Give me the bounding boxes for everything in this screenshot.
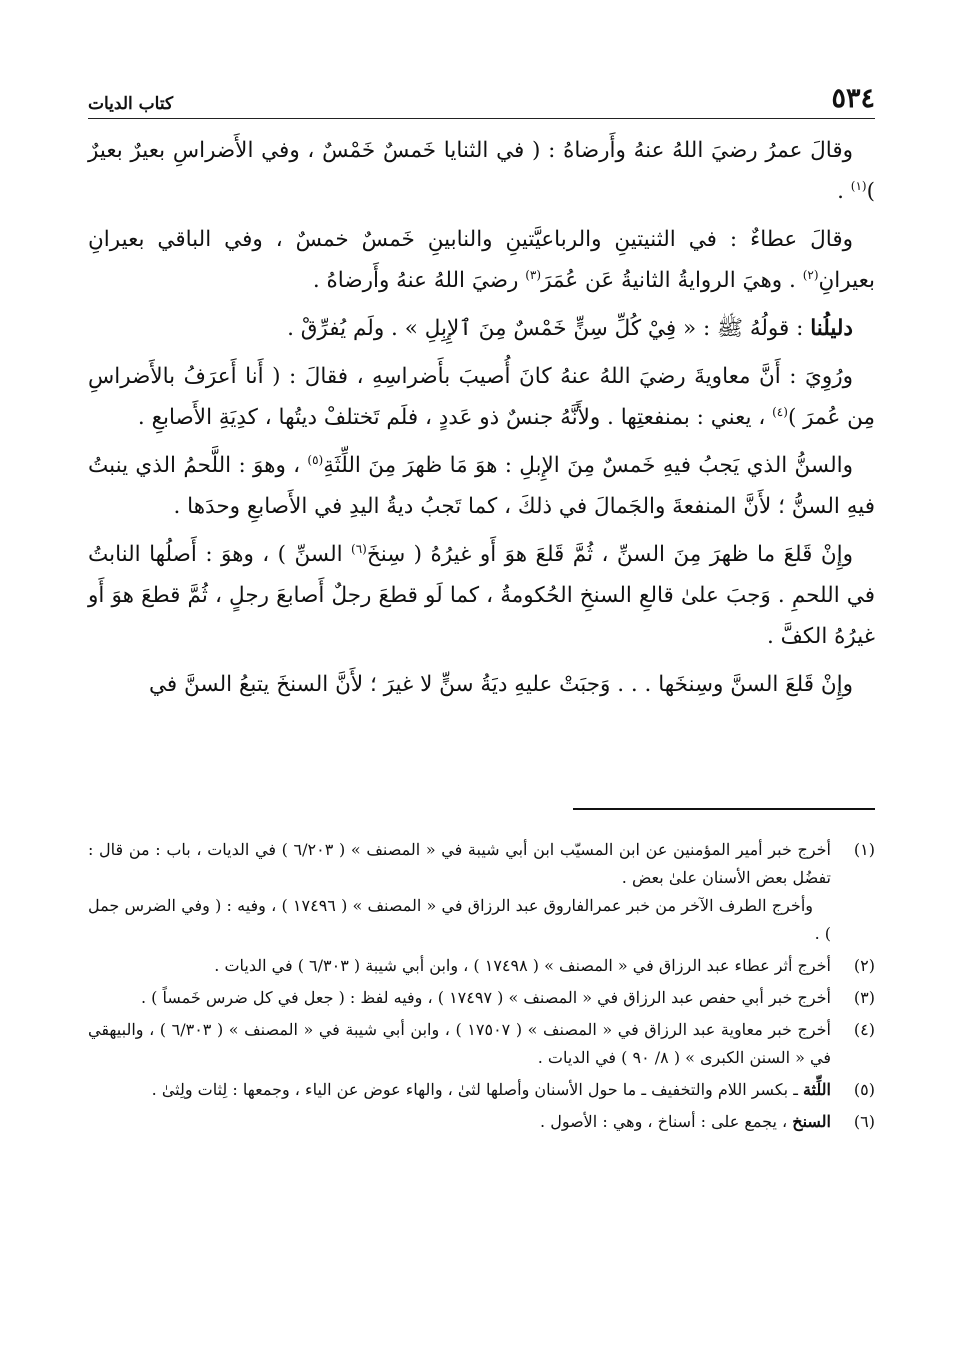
footnote-number: (٥) [853,1080,875,1099]
footnote-item [88,1076,875,1104]
footnote-item [88,952,875,980]
paragraph-text: : قولُهُ ﷺ : « فِيْ كُلِّ سِنٍّ خَمْسٌ مِنَ ٱلإِبِلِ » . ولَم يُفرِّقْ . [287,316,811,341]
footnote-text: ، يجمع على : أسناخ ، وهي : الأصول . [540,1112,793,1131]
footnote-number: (٤) [853,1020,875,1039]
page-number: ٥٣٤ [831,83,875,114]
footnote-text: أخرج خبر معاوية عبد الرزاق في « المصنف » ( ١٧٥٠٧ ) ، وابن أبي شيبة في « المصنف » ( ٦/٣٠٣ ) ، والبيهقي في « السنن الكبرى » ( ٨/ ٩٠ ) في الديات . [88,1020,832,1067]
footnote-term: السنخ [792,1112,831,1131]
footnote-item [88,836,875,948]
paragraph-text: ، وهوَ : اللَّحمُ الذي ينبتُ فيهِ السنُّ ؛ لأَنَّ المنفعةَ والجَمالَ في ذلكَ ، كما تَجبُ ديةُ اليدِ في الأَصابعِ وحدَها . [88,453,875,519]
footnote-body [88,836,831,948]
footnote-text: أخرج خبر أمير المؤمنين عن ابن المسيّب ابن أبي شيبة في « المصنف » ( ٦/٢٠٣ ) في الديات ، باب : من قال : تفضُل بعض الأسنان علىٰ بعض . [88,840,831,887]
header-divider [88,118,875,119]
footnote-body [88,1016,831,1072]
paragraph-text: وإِنْ قَلعَ ما ظهرَ مِنَ السنِّ ، ثُمَّ قَلعَ هوَ أَو غيرُهُ ( سِنخَ [366,542,853,567]
paragraph-text: . [837,179,851,204]
footnote-text: وأخرج الطرف الآخر من خبر عمرالفاروق عبد الرزاق في « المصنف » ( ١٧٤٩٦ ) ، وفيه : ( وفي الضرس جمل ) . [88,896,831,943]
footnote-ref[interactable]: (٢) [802,267,819,282]
paragraph-text: وإِنْ قَلعَ السنَّ وسِنخَها . . . وَجبَتْ عليهِ ديَةُ سنٍّ لا غيرَ ؛ لأَنَّ السنخَ يتبعُ السنَّ في [149,672,853,697]
paragraph-tooth-definition [88,445,875,527]
paragraph-text: ورُوِيَ : أَنَّ معاويةَ رضيَ اللهُ عنهُ كانَ أُصيبَ بأَضراسِهِ ، فقالَ : ( أَنا أَعرَفُ بالأَضراسِ مِن عُمرَ ) [88,364,875,430]
paragraph-umar-statement [88,130,875,212]
paragraph-root-extraction [88,534,875,657]
paragraph-text: والسنُّ الذي يَجبُ فيهِ خَمسٌ مِنَ الإِبلِ : هوَ مَا ظهرَ مِنَ اللِّثَةِ [323,453,853,478]
paragraph-text: وقالَ عمرُ رضيَ اللهُ عنهُ وأَرضاهُ : ( في الثنايا خَمسٌ خَمْسٌ ، وفي الأَضراسِ بعيرٌ بعيرٌ ) [88,138,875,204]
paragraph-tooth-and-root [88,664,875,705]
footnote-ref[interactable]: (٥) [307,452,324,467]
footnote-number: (٢) [853,956,875,975]
footnote-body [88,984,831,1012]
footnote-body [88,1076,831,1104]
footnote-ref[interactable]: (٣) [525,267,542,282]
running-title: كتاب الديات [88,94,174,114]
paragraph-muawiya [88,356,875,438]
footnote-item [88,1016,875,1072]
footnote-number: (٦) [853,1112,875,1131]
page-header [88,74,875,114]
footnote-body [88,1108,831,1136]
paragraph-text: السنِّ ) ، وهوَ : أَصلُها النابتُ في اللحمِ . وَجبَ علىٰ قالعِ السنخِ الحُكومةُ ، كما لَو قطعَ رجلٌ أَصابعَ رجلٍ ، ثُمَّ قطعَ هوَ أَو غيرُهُ الكفَّ . [88,542,875,649]
paragraph-text: . وهيَ الروايةُ الثانيةُ عَن عُمَرَ [541,268,803,293]
footnote-number: (١) [853,840,875,859]
footnote-text: أخرج خبر أبي حفص عبد الرزاق في « المصنف » ( ١٧٤٩٧ ) ، وفيه لفظ : ( جعل في كل ضرس خَمساً ) . [140,988,831,1007]
footnotes [88,836,875,1140]
paragraph-lead: دليلُنا [810,316,853,341]
paragraph-text: وقالَ عطاءٌ : في الثنيتينِ والرباعيَّتينِ والنابينِ خَمسٌ خمسٌ ، وفي الباقي بعيرانِ بعيرانِ [88,227,875,293]
paragraph-text: ، يعني : بمنفعتِها . ولأَنَّهُ جنسٌ ذو عَددٍ ، فلَم تَختلفْ ديتُها ، كدِيَةِ الأَصابعِ . [137,405,773,430]
footnote-item [88,1108,875,1136]
footnote-text: أخرج أثر عطاء عبد الرزاق في « المصنف » ( ١٧٤٩٨ ) ، وابن أبي شيبة ( ٦/٣٠٣ ) في الديات . [214,956,831,975]
footnote-item [88,984,875,1012]
footnote-body [88,952,831,980]
paragraph-ata-statement [88,219,875,301]
footnote-ref[interactable]: (٤) [772,404,788,419]
paragraph-text: رضيَ اللهُ عنهُ وأَرضاهُ . [312,268,526,293]
footnote-divider [573,808,875,810]
footnote-number: (٣) [853,988,875,1007]
main-text [88,130,875,712]
paragraph-evidence [88,308,875,349]
footnote-ref[interactable]: (١) [850,178,867,193]
footnote-text: ـ بكسر اللام والتخفيف ـ ما حول الأسنان وأصلها لثىٰ ، والهاء عوض عن الياء ، وجمعها : لِثات ولِثىٰ . [151,1080,803,1099]
footnote-term: اللِّثة [802,1080,831,1099]
footnote-ref[interactable]: (٦) [351,541,367,556]
